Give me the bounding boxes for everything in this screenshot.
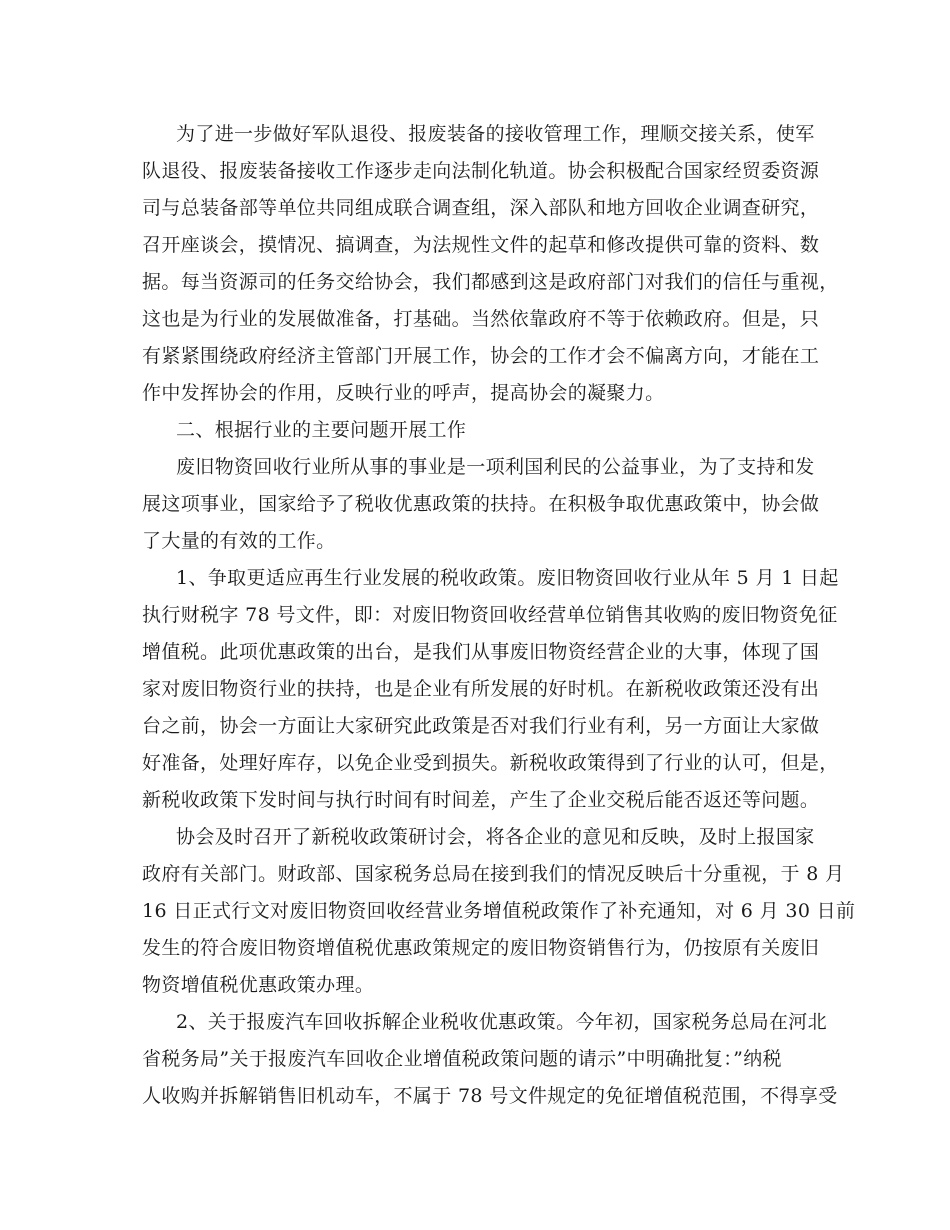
paragraph-line: 16 日正式行文对废旧物资回收经营业务增值税政策作了补充通知，对 6 月 30 日前 bbox=[142, 900, 856, 922]
paragraph-line: 据。每当资源司的任务交给协会，我们都感到这是政府部门对我们的信任与重视， bbox=[142, 271, 839, 293]
paragraph-line: 废旧物资回收行业所从事的事业是一项利国利民的公益事业，为了支持和发 bbox=[176, 456, 815, 478]
paragraph-line: 省税务局”关于报废汽车回收企业增值税政策问题的请示”中明确批复：”纳税 bbox=[142, 1048, 782, 1070]
paragraph-line: 执行财税字 78 号文件，即：对废旧物资回收经营单位销售其收购的废旧物资免征 bbox=[142, 604, 838, 626]
section-heading: 二、根据行业的主要问题开展工作 bbox=[176, 419, 467, 441]
paragraph-line: 召开座谈会，摸情况、搞调查，为法规性文件的起草和修改提供可靠的资料、数 bbox=[142, 234, 820, 256]
paragraph-line: 队退役、报废装备接收工作逐步走向法制化轨道。协会积极配合国家经贸委资源 bbox=[142, 160, 820, 182]
paragraph-line: 协会及时召开了新税收政策研讨会，将各企业的意见和反映，及时上报国家 bbox=[176, 826, 815, 848]
paragraph-line: 发生的符合废旧物资增值税优惠政策规定的废旧物资销售行为，仍按原有关废旧 bbox=[142, 937, 820, 959]
paragraph-line: 作中发挥协会的作用，反映行业的呼声，提高协会的凝聚力。 bbox=[142, 382, 665, 404]
paragraph-line: 家对废旧物资行业的扶持，也是企业有所发展的好时机。在新税收政策还没有出 bbox=[142, 678, 820, 700]
paragraph-line: 了大量的有效的工作。 bbox=[142, 530, 336, 552]
paragraph-line: 这也是为行业的发展做准备，打基础。当然依靠政府不等于依赖政府。但是，只 bbox=[142, 308, 820, 330]
paragraph-line: 台之前，协会一方面让大家研究此政策是否对我们行业有利，另一方面让大家做 bbox=[142, 715, 820, 737]
paragraph-line: 好准备，处理好库存，以免企业受到损失。新税收政策得到了行业的认可，但是， bbox=[142, 752, 839, 774]
paragraph-line: 为了进一步做好军队退役、报废装备的接收管理工作，理顺交接关系，使军 bbox=[176, 123, 815, 145]
paragraph-line: 司与总装备部等单位共同组成联合调查组，深入部队和地方回收企业调查研究， bbox=[142, 197, 820, 219]
paragraph-line: 2、关于报废汽车回收拆解企业税收优惠政策。今年初，国家税务总局在河北 bbox=[176, 1011, 827, 1033]
paragraph-line: 新税收政策下发时间与执行时间有时间差，产生了企业交税后能否返还等问题。 bbox=[142, 789, 820, 811]
paragraph-line: 政府有关部门。财政部、国家税务总局在接到我们的情况反映后十分重视，于 8 月 bbox=[142, 863, 845, 885]
paragraph-line: 有紧紧围绕政府经济主管部门开展工作，协会的工作才会不偏离方向，才能在工 bbox=[142, 345, 820, 367]
paragraph-line: 人收购并拆解销售旧机动车，不属于 78 号文件规定的免征增值税范围，不得享受 bbox=[142, 1085, 838, 1107]
paragraph-line: 展这项事业，国家给予了税收优惠政策的扶持。在积极争取优惠政策中，协会做 bbox=[142, 493, 820, 515]
paragraph-line: 1、争取更适应再生行业发展的税收政策。废旧物资回收行业从年 5 月 1 日起 bbox=[176, 567, 839, 589]
paragraph-line: 物资增值税优惠政策办理。 bbox=[142, 974, 375, 996]
paragraph-line: 增值税。此项优惠政策的出台，是我们从事废旧物资经营企业的大事，体现了国 bbox=[142, 641, 820, 663]
